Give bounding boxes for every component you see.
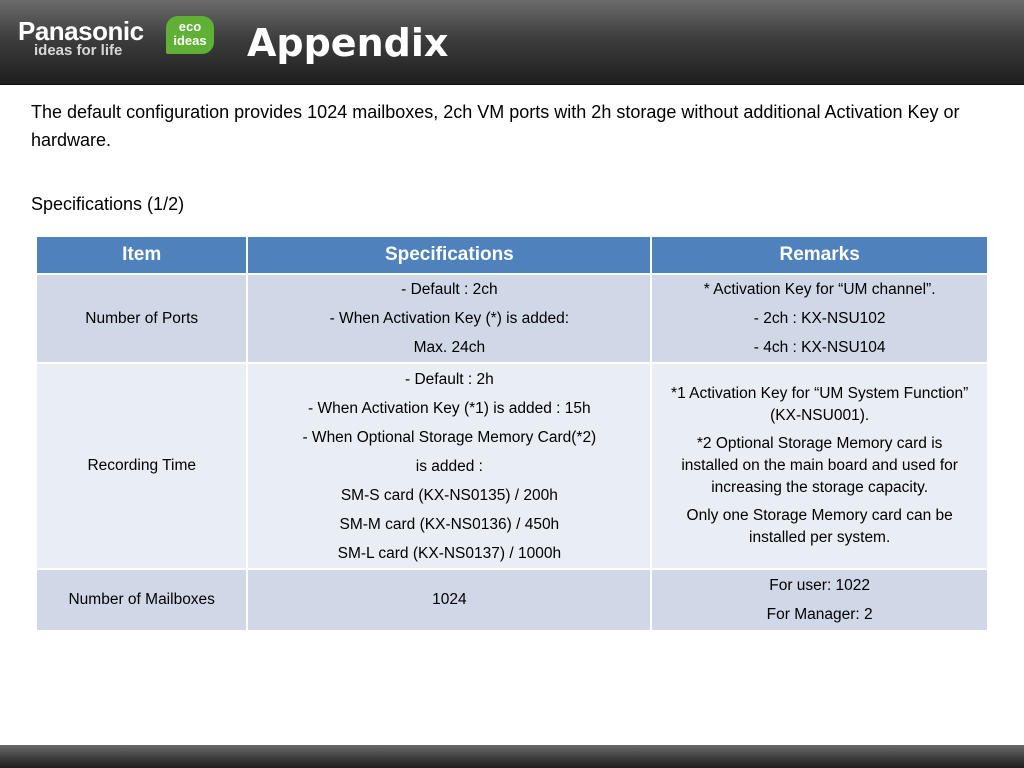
remark-paragraph: Only one Storage Memory card can be installed per system. [686, 507, 953, 546]
spec-line: SM-L card (KX-NS0137) / 1000h [337, 544, 562, 562]
eco-badge-line1: eco [178, 19, 202, 34]
eco-badge-line2: ideas [173, 33, 207, 48]
spec-line: - When Activation Key (*1) is added : 15h [308, 399, 591, 417]
footer-bar [0, 745, 1024, 768]
remark-line: For user: 1022 [769, 577, 871, 594]
column-header-specifications: Specifications [247, 236, 651, 274]
remark-line: - 4ch : KX-NSU104 [753, 339, 886, 356]
item-cell: Number of Ports [36, 274, 247, 363]
spec-line: is added : [415, 457, 483, 475]
specifications-cell [247, 363, 651, 569]
item-cell: Number of Mailboxes [36, 569, 247, 631]
header-bar [0, 0, 1024, 85]
remarks-block [660, 383, 979, 549]
item-cell: Recording Time [36, 363, 247, 569]
table-row [36, 274, 988, 363]
table-row [36, 569, 988, 631]
column-header-remarks: Remarks [651, 236, 988, 274]
panasonic-logo [18, 16, 218, 64]
logo-brand: Panasonic [18, 16, 144, 46]
remark-paragraph: *2 Optional Storage Memory card is installed on the main board and used for increasing the storage capacity. [681, 435, 958, 496]
spec-line: - When Activation Key (*) is added: [329, 310, 570, 327]
intro-paragraph: The default configuration provides 1024 mailboxes, 2ch VM ports with 2h storage without additional Activation Key or hardware. [31, 102, 960, 150]
spec-line: - Default : 2h [404, 370, 494, 388]
table-header-row [36, 236, 988, 274]
remark-line: - 2ch : KX-NSU102 [753, 310, 886, 327]
column-header-item: Item [36, 236, 247, 274]
page-title: Appendix [247, 21, 449, 65]
remark-paragraph: *1 Activation Key for “UM System Function” (KX-NSU001). [671, 385, 969, 424]
remarks-cell [651, 569, 988, 631]
remark-line: For Manager: 2 [766, 606, 873, 623]
specifications-table [35, 235, 989, 632]
logo-tagline: ideas for life [34, 42, 123, 59]
specifications-cell [247, 274, 651, 363]
table-row [36, 363, 988, 569]
spec-line: - When Optional Storage Memory Card(*2) [302, 428, 597, 446]
spec-line: - Default : 2ch [401, 281, 498, 298]
remark-line: * Activation Key for “UM channel”. [703, 281, 936, 298]
section-subheading: Specifications (1/2) [31, 194, 185, 214]
remarks-cell [651, 363, 988, 569]
spec-line: SM-M card (KX-NS0136) / 450h [339, 515, 560, 533]
spec-line: SM-S card (KX-NS0135) / 200h [340, 486, 558, 504]
spec-line: Max. 24ch [413, 339, 486, 356]
remarks-cell [651, 274, 988, 363]
specifications-cell: 1024 [247, 569, 651, 631]
eco-ideas-badge [166, 16, 214, 54]
